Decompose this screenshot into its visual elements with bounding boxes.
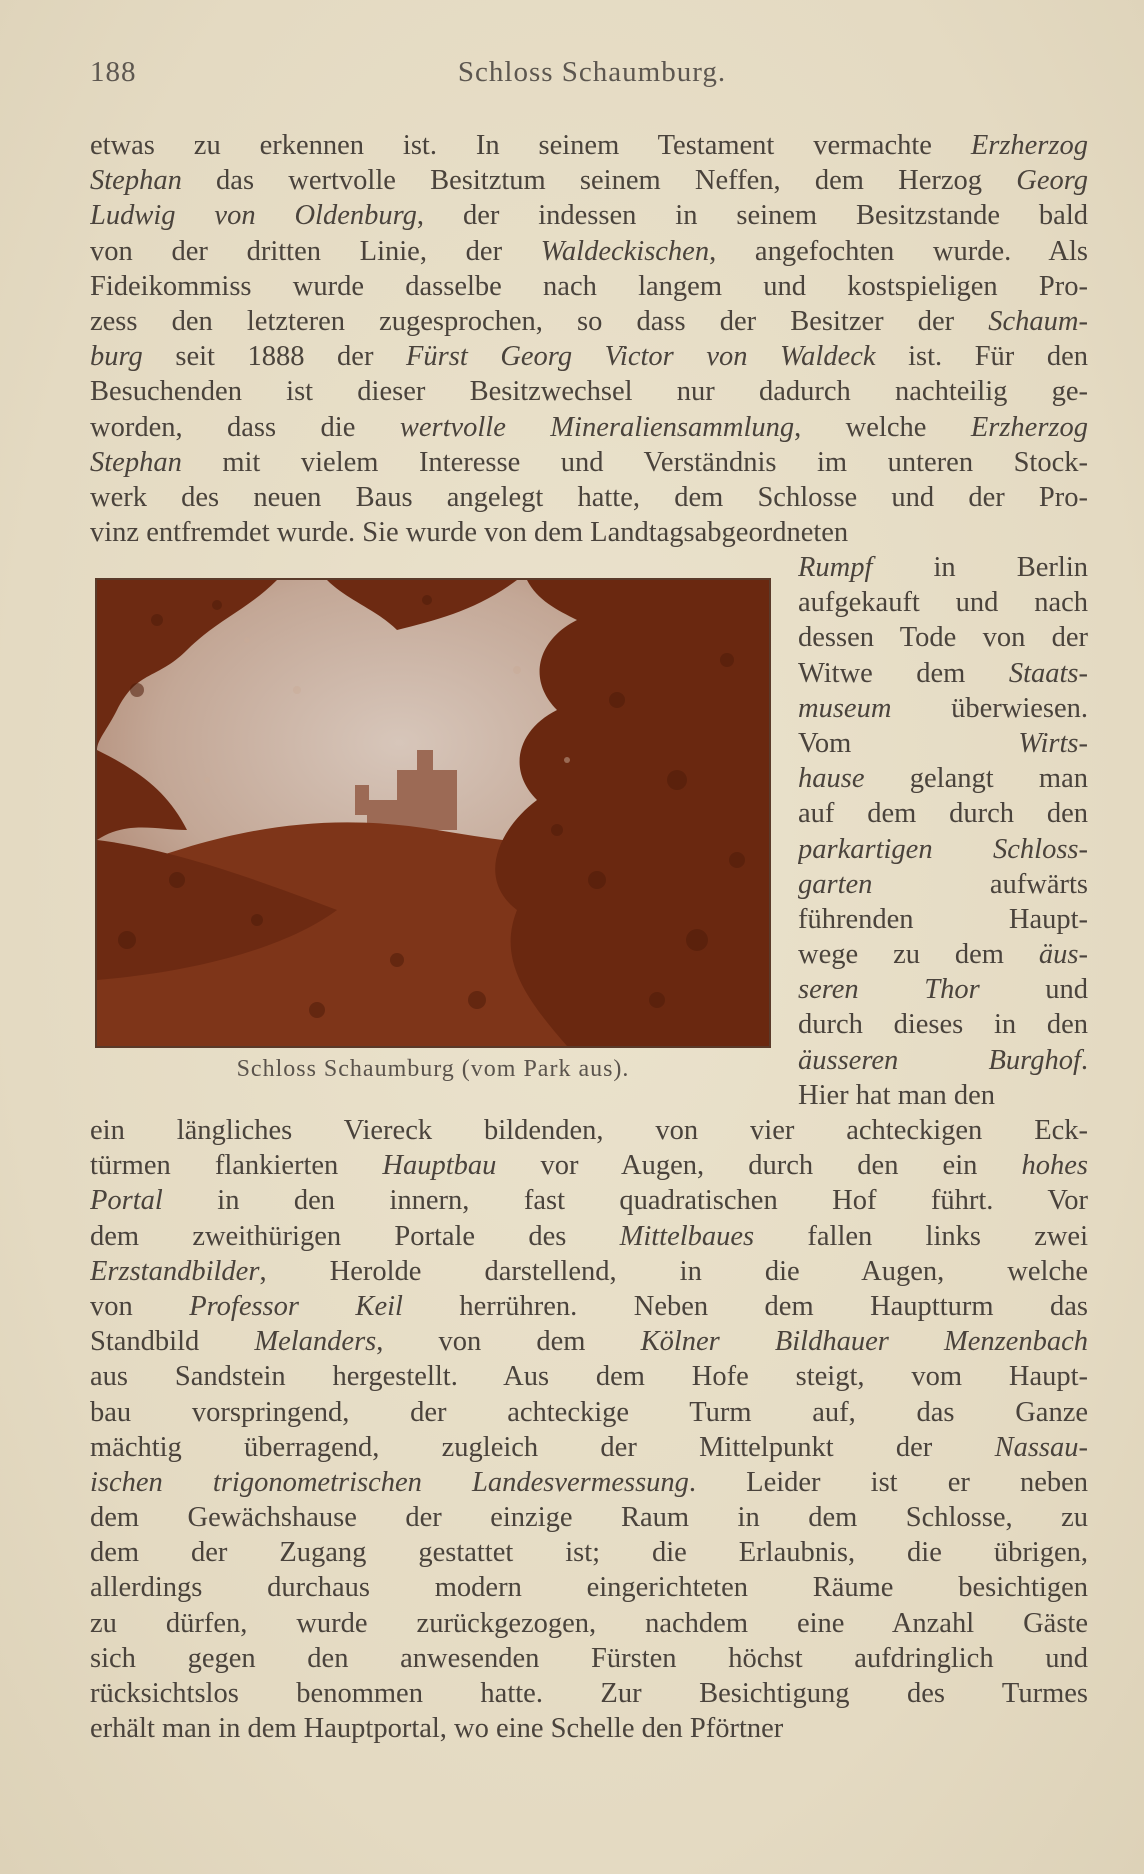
text-line: Witwe dem Staats- xyxy=(798,657,1088,689)
text-line: auf dem durch den xyxy=(798,798,1088,830)
figure-caption: Schloss Schaumburg (vom Park aus). xyxy=(236,1056,630,1082)
text-line: Fideikommiss wurde dasselbe nach langem und kostspieligen Pro- xyxy=(90,270,1088,302)
text-line: mächtig überragend, zugleich der Mittelpunkt der Nassau- xyxy=(90,1431,1088,1463)
text-line: wege zu dem äus- xyxy=(798,939,1088,971)
text-line: parkartigen Schloss- xyxy=(798,833,1088,865)
text-line: museum überwiesen. xyxy=(798,692,1088,724)
text-line: sich gegen den anwesenden Fürsten höchst aufdringlich und xyxy=(90,1642,1088,1674)
body-text-top xyxy=(90,128,1088,550)
text-line: von der dritten Linie, der Waldeckischen, angefochten wurde. Als xyxy=(90,235,1088,267)
text-line: Vom Wirts- xyxy=(798,727,1088,759)
text-line: seren Thor und xyxy=(798,974,1088,1006)
photo-schloss-schaumburg xyxy=(95,578,771,1048)
text-line: burg seit 1888 der Fürst Georg Victor von Waldeck ist. Für den xyxy=(90,341,1088,373)
text-line: garten aufwärts xyxy=(798,868,1088,900)
text-line: von Professor Keil herrühren. Neben dem Hauptturm das xyxy=(90,1290,1088,1322)
text-line: dem zweithürigen Portale des Mittelbaues fallen links zwei xyxy=(90,1220,1088,1252)
text-line: Standbild Melanders, von dem Kölner Bildhauer Menzenbach xyxy=(90,1326,1088,1358)
text-line: vinz entfremdet wurde. Sie wurde von dem Landtagsabgeordneten xyxy=(90,517,849,549)
text-line: Ludwig von Oldenburg, der indessen in seinem Besitzstande bald xyxy=(90,200,1088,232)
text-line: zu dürfen, wurde zurückgezogen, nachdem eine Anzahl Gäste xyxy=(90,1607,1088,1639)
text-line: hause gelangt man xyxy=(798,763,1088,795)
text-line: rücksichtslos benommen hatte. Zur Besichtigung des Turmes xyxy=(90,1678,1088,1709)
text-line: ischen trigonometrischen Landesvermessung. Leider ist er neben xyxy=(90,1466,1088,1498)
running-title: Schloss Schaumburg. xyxy=(457,56,727,88)
text-line: Hier hat man den xyxy=(798,1079,996,1111)
photo-illustration xyxy=(97,580,769,1046)
text-line: türmen flankierten Hauptbau vor Augen, durch den ein hohes xyxy=(90,1150,1088,1182)
text-line: Stephan mit vielem Interesse und Verständnis im unteren Stock- xyxy=(90,446,1088,478)
text-line: Besuchenden ist dieser Besitzwechsel nur dadurch nachteilig ge- xyxy=(90,376,1088,408)
text-line: zess den letzteren zugesprochen, so dass der Besitzer der Schaum- xyxy=(90,305,1088,337)
text-line: äusseren Burghof. xyxy=(798,1044,1088,1076)
page-header xyxy=(90,56,1094,96)
text-line: Erzstandbilder, Herolde darstellend, in die Augen, welche xyxy=(90,1255,1088,1287)
text-line: dessen Tode von der xyxy=(798,622,1088,654)
text-line: allerdings durchaus modern eingerichteten Räume besichtigen xyxy=(90,1572,1088,1604)
text-line: durch dieses in den xyxy=(798,1009,1088,1041)
text-line: bau vorspringend, der achteckige Turm auf, das Ganze xyxy=(90,1396,1088,1428)
text-line: ein längliches Viereck bildenden, von vier achteckigen Eck- xyxy=(90,1115,1088,1146)
text-line: etwas zu erkennen ist. In seinem Testament vermachte Erzherzog xyxy=(90,130,1088,161)
text-line: Rumpf in Berlin xyxy=(798,552,1088,583)
text-line: aus Sandstein hergestellt. Aus dem Hofe steigt, vom Haupt- xyxy=(90,1361,1088,1393)
text-line: dem Gewächshause der einzige Raum in dem Schlosse, zu xyxy=(90,1502,1088,1534)
text-line: Stephan das wertvolle Besitztum seinem Neffen, dem Herzog Georg xyxy=(90,165,1088,197)
text-line: erhält man in dem Hauptportal, wo eine Schelle den Pförtner xyxy=(90,1713,784,1745)
page-number: 188 xyxy=(90,56,137,88)
body-text-side xyxy=(798,550,1088,1113)
body-text-bottom xyxy=(90,1113,1088,1746)
text-line: worden, dass die wertvolle Mineraliensammlung, welche Erzherzog xyxy=(90,411,1088,443)
text-line: Portal in den innern, fast quadratischen Hof führt. Vor xyxy=(90,1185,1088,1217)
text-line: dem der Zugang gestattet ist; die Erlaubnis, die übrigen, xyxy=(90,1537,1088,1569)
text-line: werk des neuen Baus angelegt hatte, dem Schlosse und der Pro- xyxy=(90,481,1088,513)
text-line: aufgekauft und nach xyxy=(798,587,1088,619)
text-line: führenden Haupt- xyxy=(798,903,1088,935)
